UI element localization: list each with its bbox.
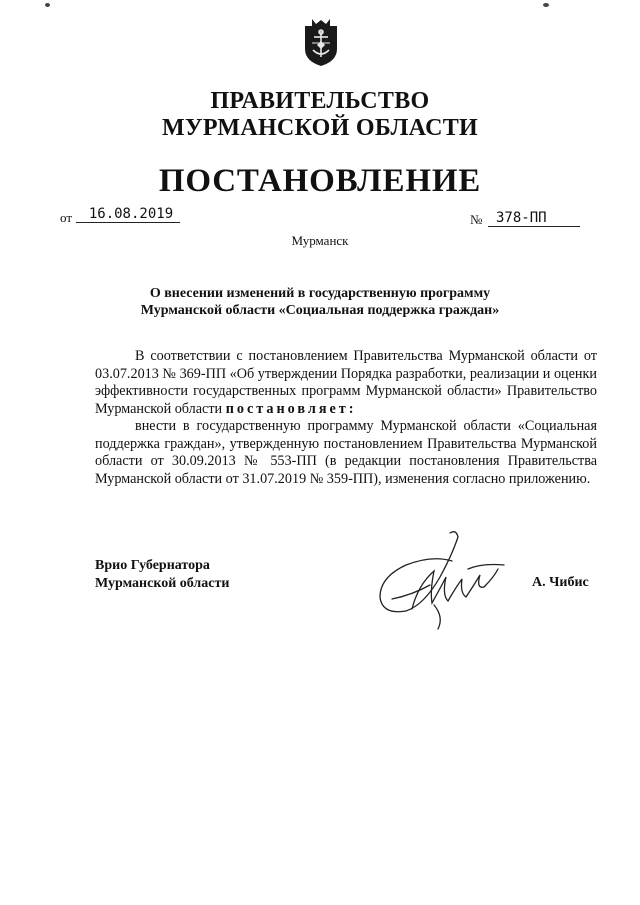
number-label: №	[470, 212, 483, 227]
signer-name: А. Чибис	[532, 575, 589, 590]
signer-position-line2: Мурманской области	[95, 576, 230, 591]
signer-position-line1: Врио Губернатора	[95, 558, 210, 573]
document-number: 378-ПП	[488, 210, 580, 227]
body-paragraph-2: внести в государственную программу Мурманской области «Социальная поддержка граждан», утвержденную постановлением Правительства Мурманской области от 30.09.2013 № 553-ПП (в редакции постановления Правительства Мурманской области от 31.07.2019 № 359-ПП), изменения согласно приложению.	[95, 418, 597, 487]
subject-line1: О внесении изменений в государственную программу	[149, 286, 491, 301]
city-name: Мурманск	[291, 233, 349, 248]
body-paragraph-1-text: В соответствии с постановлением Правительства Мурманской области от 03.07.2013 № 369-ПП «Об утверждении Порядка разработки, реализации и оценки эффективности государственных программ Мурманской области» Правительство Мурманской области	[95, 348, 597, 417]
document-type-title: ПОСТАНОВЛЕНИЕ	[158, 163, 482, 199]
body-paragraph-1	[95, 348, 597, 418]
handwritten-signature	[372, 525, 512, 635]
government-title-line2: МУРМАНСКОЙ ОБЛАСТИ	[162, 115, 478, 141]
government-title-line1: ПРАВИТЕЛЬСТВО	[210, 88, 430, 114]
document-body	[95, 348, 597, 488]
date-label: от	[60, 210, 73, 225]
signer-position	[95, 557, 229, 593]
document-subject	[100, 285, 540, 319]
subject-line2: Мурманской области «Социальная поддержка граждан»	[140, 303, 500, 318]
scan-speck	[45, 3, 50, 7]
coat-of-arms-icon	[302, 17, 340, 67]
document-date: 16.08.2019	[76, 206, 180, 223]
scan-speck	[543, 3, 549, 7]
decree-word: постановляет:	[225, 400, 357, 417]
